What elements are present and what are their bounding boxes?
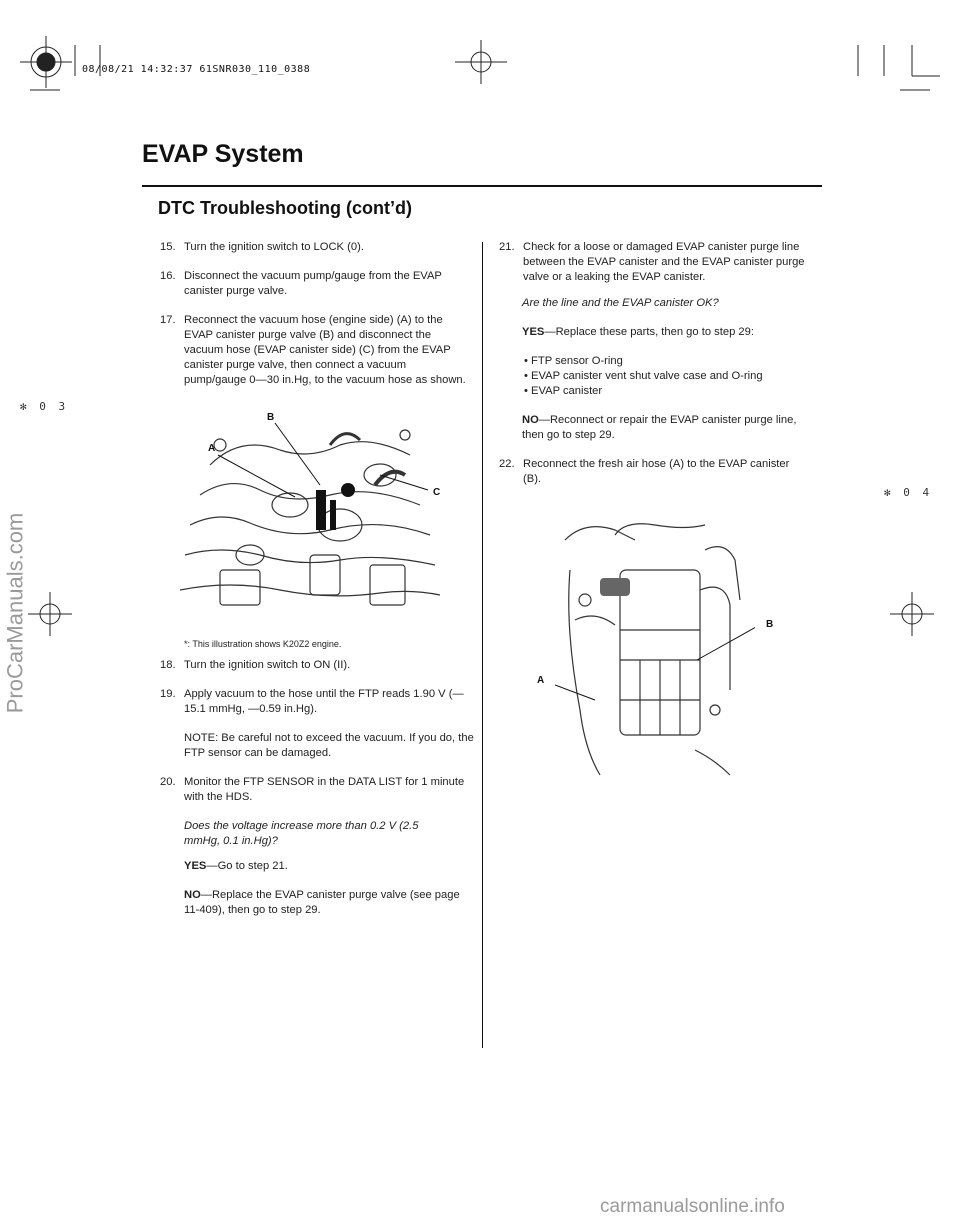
step-20-question: Does the voltage increase more than 0.2 V (2.5 mmHg, 0.1 in.Hg)? <box>184 820 419 847</box>
yes-label: YES <box>522 326 545 338</box>
page-title: EVAP System <box>142 140 304 168</box>
print-stamp: 08/08/21 14:32:37 61SNR030_110_0388 <box>82 64 311 75</box>
step-number: 16. <box>160 270 176 282</box>
step-text: Turn the ignition switch to LOCK (0). <box>184 241 364 253</box>
step-19-note: NOTE: Be careful not to exceed the vacuum. If you do, the FTP sensor can be damaged. <box>184 732 474 759</box>
step-20 <box>160 775 470 805</box>
step-21-no <box>522 413 812 443</box>
evap-canister-illustration <box>555 510 755 780</box>
step-19 <box>160 687 470 717</box>
column-divider <box>482 242 483 1048</box>
step-text: Reconnect the fresh air hose (A) to the EVAP canister (B). <box>523 458 790 485</box>
step-16 <box>160 269 470 299</box>
no-label: NO <box>522 414 539 426</box>
step-text: Apply vacuum to the hose until the FTP reads 1.90 V (—15.1 mmHg, —0.59 in.Hg). <box>184 688 464 715</box>
yes-text: —Replace these parts, then go to step 29: <box>544 326 754 338</box>
no-text: —Replace the EVAP canister purge valve (see page 11-409), then go to step 29. <box>184 889 460 916</box>
yes-text: —Go to step 21. <box>206 860 288 872</box>
step-18 <box>160 658 470 673</box>
no-text: —Reconnect or repair the EVAP canister purge line, then go to step 29. <box>522 414 797 441</box>
engine-bay-illustration <box>180 405 440 627</box>
bullet-item: • FTP sensor O-ring <box>524 355 623 367</box>
yes-label: YES <box>184 860 207 872</box>
step-number: 19. <box>160 688 176 700</box>
step-number: 18. <box>160 659 176 671</box>
figure1-label-b: B <box>267 412 275 423</box>
step-text: Disconnect the vacuum pump/gauge from the EVAP canister purge valve. <box>184 270 442 297</box>
step-number: 20. <box>160 776 176 788</box>
step-21 <box>499 240 809 285</box>
step-21-yes <box>522 325 812 340</box>
step-17 <box>160 313 470 388</box>
figure2-label-b: B <box>766 619 774 630</box>
step-number: 15. <box>160 241 176 253</box>
figure2-label-a: A <box>537 675 545 686</box>
step-text: Check for a loose or damaged EVAP canister purge line between the EVAP canister and the EVAP canister purge valve or a leaking the EVAP canister. <box>523 241 805 283</box>
figure1-label-a: A <box>208 443 216 454</box>
watermark-bottom: carmanualsonline.info <box>600 1196 785 1217</box>
bullet-item: • EVAP canister <box>524 385 603 397</box>
step-number: 22. <box>499 458 515 470</box>
step-22 <box>499 457 809 487</box>
side-mark-left: ✻ 0 3 <box>20 400 69 413</box>
step-text: Turn the ignition switch to ON (II). <box>184 659 351 671</box>
step-20-no <box>184 888 474 918</box>
step-15 <box>160 240 470 255</box>
figure1-label-c: C <box>433 487 441 498</box>
figure1-note: *: This illustration shows K20Z2 engine. <box>184 639 342 649</box>
step-text: Monitor the FTP SENSOR in the DATA LIST for 1 minute with the HDS. <box>184 776 465 803</box>
step-20-yes <box>184 859 474 874</box>
side-mark-right: ✻ 0 4 <box>884 486 933 499</box>
step-21-question: Are the line and the EVAP canister OK? <box>522 297 719 309</box>
title-rule <box>142 185 822 187</box>
step-number: 17. <box>160 314 176 326</box>
bullet-item: • EVAP canister vent shut valve case and O-ring <box>524 370 763 382</box>
watermark-left: ProCarManuals.com <box>2 512 28 714</box>
step-text: Reconnect the vacuum hose (engine side) (A) to the EVAP canister purge valve (B) and disconnect the vacuum hose (EVAP canister side) (C) from the EVAP canister purge valve, then connect a vacuum pump/gauge 0—30 in.Hg, to the vacuum hose as shown. <box>184 314 466 386</box>
step-number: 21. <box>499 241 515 253</box>
section-title: DTC Troubleshooting (cont’d) <box>158 198 412 218</box>
no-label: NO <box>184 889 201 901</box>
